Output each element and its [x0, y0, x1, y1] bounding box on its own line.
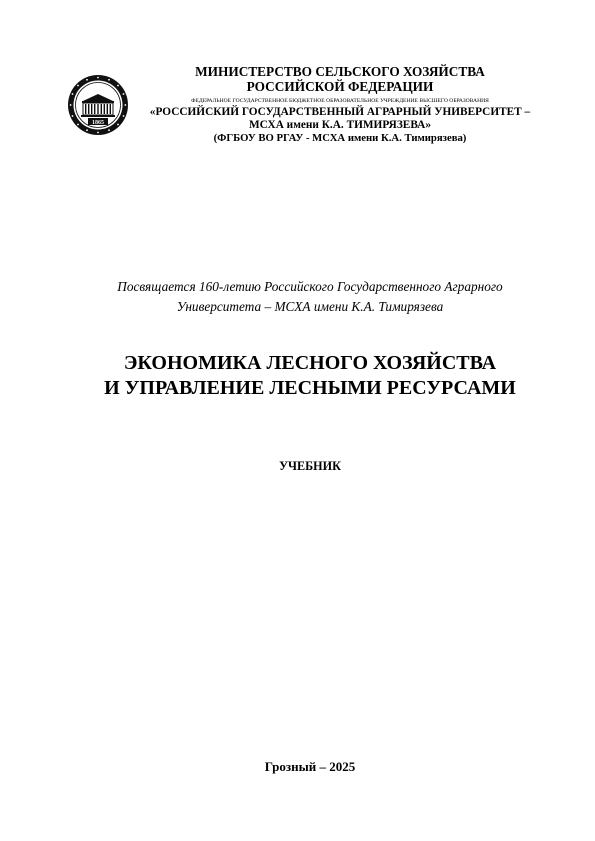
university-emblem-icon	[67, 74, 129, 136]
university-name-line-1: «РОССИЙСКИЙ ГОСУДАРСТВЕННЫЙ АГРАРНЫЙ УНИВЕРСИТЕТ –	[149, 106, 531, 118]
dedication	[60, 277, 560, 317]
dedication-line-1: Посвящается 160-летию Российского Государственного Аграрного	[117, 279, 503, 294]
university-name-line-2: МСХА имени К.А. ТИМИРЯЗЕВА»	[249, 119, 431, 131]
book-title-line-1: ЭКОНОМИКА ЛЕСНОГО ХОЗЯЙСТВА	[123, 352, 497, 374]
city-year: Грозный – 2025	[264, 759, 356, 774]
logo-year: 1865	[92, 119, 104, 126]
book-title	[40, 351, 580, 401]
institution-header	[135, 64, 545, 145]
ministry-line-1: МИНИСТЕРСТВО СЕЛЬСКОГО ХОЗЯЙСТВА	[195, 64, 485, 79]
book-title-line-2: И УПРАВЛЕНИЕ ЛЕСНЫМИ РЕСУРСАМИ	[104, 377, 516, 399]
ministry-line-2: РОССИЙСКОЙ ФЕДЕРАЦИИ	[246, 79, 434, 94]
dedication-line-2: Университета – МСХА имени К.А. Тимирязева	[176, 299, 444, 314]
federal-institution-line: ФЕДЕРАЛЬНОЕ ГОСУДАРСТВЕННОЕ БЮДЖЕТНОЕ ОБРАЗОВАТЕЛЬНОЕ УЧРЕЖДЕНИЕ ВЫСШЕГО ОБРАЗОВАНИЯ	[191, 98, 489, 104]
university-abbreviation: (ФГБОУ ВО РГАУ - МСХА имени К.А. Тимирязева)	[213, 132, 467, 144]
book-type: УЧЕБНИК	[279, 459, 341, 473]
